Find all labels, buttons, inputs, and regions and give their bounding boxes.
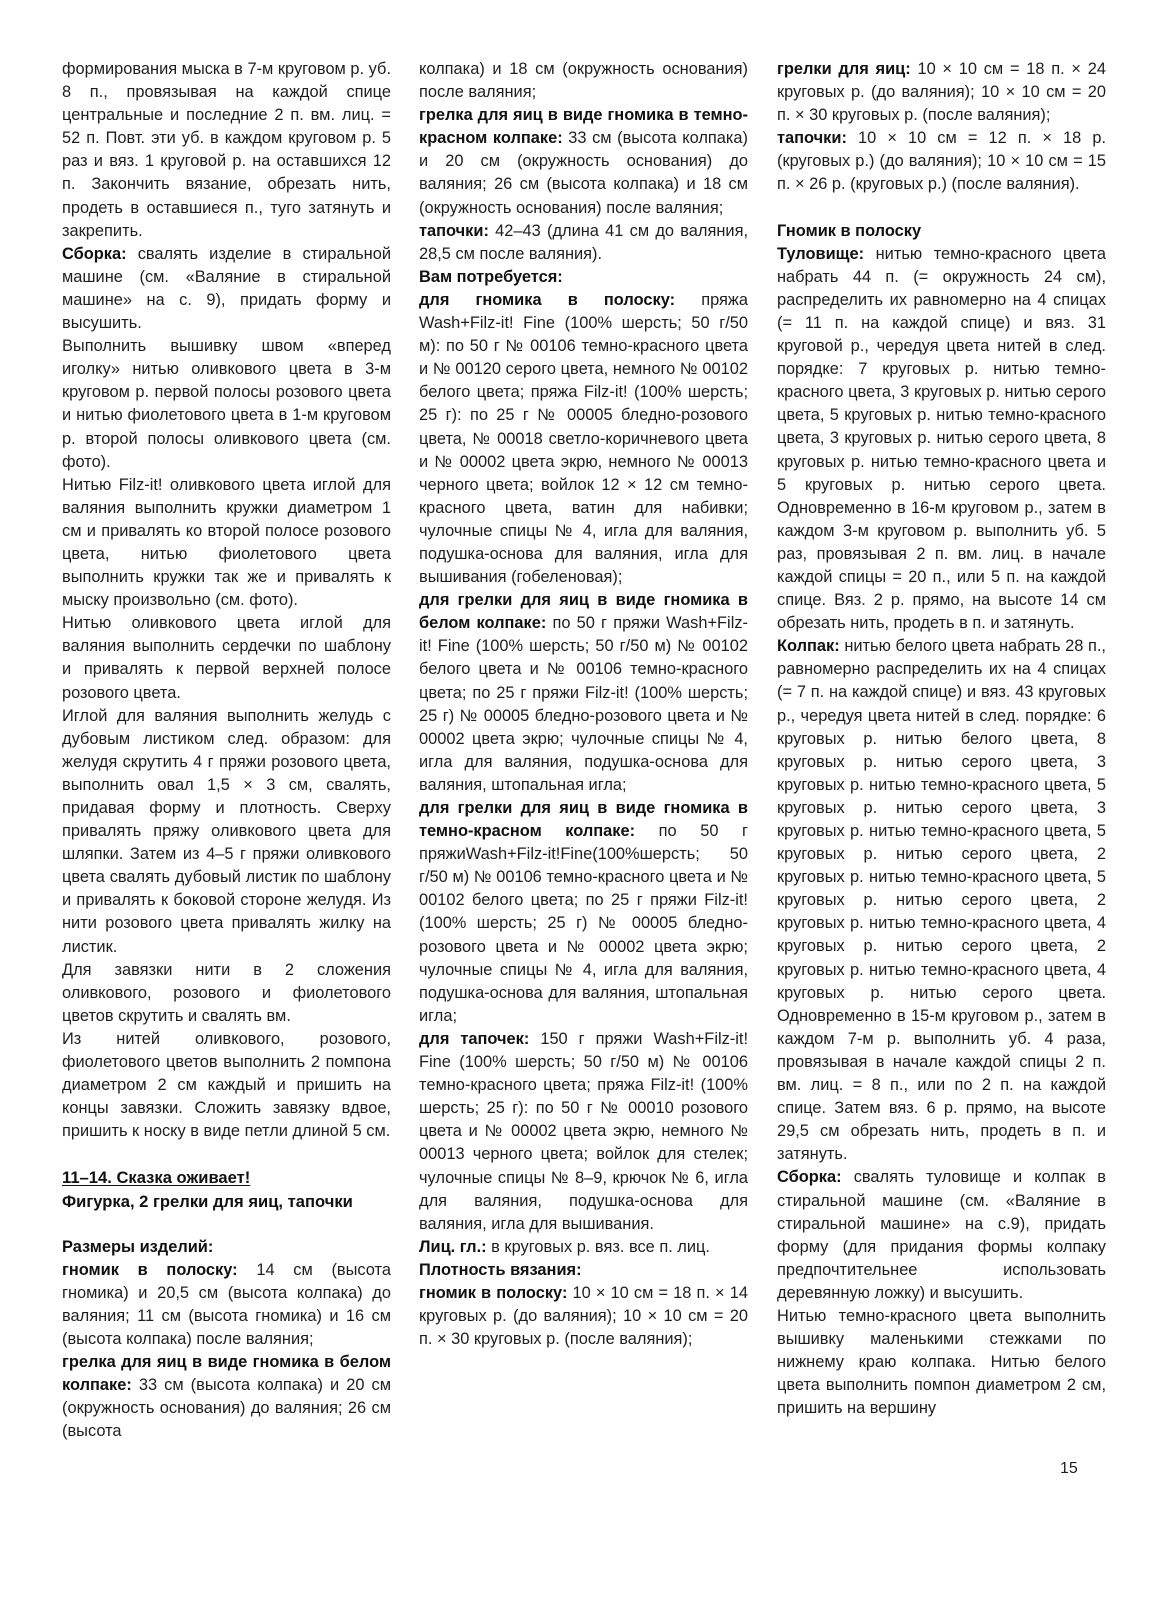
size-text: 14 см (высота гномика) и 20,5 см (высота колпака) до валяния; 11 см (высота гномика) и 16 см (высота колпака) после валяния; xyxy=(62,1260,391,1348)
step-hat xyxy=(777,635,1106,1166)
run-in-label: для грелки для яиц в виде гномика в белом колпаке: xyxy=(419,591,748,633)
paragraph: колпака) и 18 см (окружность основания) после валяния; xyxy=(419,60,748,102)
materials-text: по 50 г пряжиWash+Filz-it!Fine(100%шерсть; 50 г/50 м) № 00106 темно-красного цвета и № 00102 белого цвета; по 25 г пряжи Filz-it! (100% шерсть; 25 г) № 00005 бледно-розового цвета и № 00002 цвета экрю; чулочные спицы № 4, игла для валяния, подушка-основа для валяния, штопальная игла; xyxy=(419,822,748,1025)
run-in-label: грелка для яиц в виде гномика в темно-красном колпаке: xyxy=(419,106,748,148)
text-column-3 xyxy=(777,58,1106,1420)
step-body xyxy=(777,243,1106,636)
step-text: нитью темно-красного цвета набрать 44 п. (= окружность 24 см), распределить их равномерно на 4 спицах (= 11 п. на каждой спице) и вяз. 31 круговой р., чередуя цвета нитей в след. порядке: 7 круговых р. нитью темно-красного цвета, 3 круговых р. нитью серого цвета, 5 круговых р. нитью темно-красного цвета, 3 круговых р. нитью серого цвета, 8 круговых р. нитью темно-красного цвета и 5 круговых р. нитью серого цвета. Одновременно в 16-м круговом р., затем в каждом 3-м круговом р. выполнить уб. 5 раз, провязывая 2 п. вм. лиц. в начале каждой спицы = 20 п., или 5 п. на каждой спице. Вяз. 2 р. прямо, на высоте 14 см обрезать нить, продеть в п. и затянуть. xyxy=(777,244,1106,633)
gauge-heading: Плотность вязания: xyxy=(419,1260,582,1279)
size-entry xyxy=(62,1351,391,1443)
stitch-text: в круговых р. вяз. все п. лиц. xyxy=(486,1237,710,1256)
run-in-label: Туловище: xyxy=(777,244,865,263)
gauge-entry xyxy=(777,127,1106,196)
run-in-label: тапочки: xyxy=(419,221,489,240)
spacer xyxy=(62,1143,391,1166)
size-entry xyxy=(419,104,748,219)
run-in-label: Лиц. гл.: xyxy=(419,1237,487,1256)
run-in-label: Сборка: xyxy=(777,1168,842,1187)
paragraph: Нитью темно-красного цвета выполнить вышивку маленькими стежками по нижнему краю колпака. Нитью белого цвета выполнить помпон диаметром 2 см, пришить на вершину xyxy=(777,1306,1106,1418)
gauge-text: 10 × 10 см = 18 п. × 14 круговых р. (до валяния); 10 × 10 см = 20 п. × 30 круговых р. (после валяния); xyxy=(419,1283,748,1349)
paragraph: Нитью оливкового цвета иглой для валяния выполнить сердечки по шаблону и привалять к первой верхней полосе розового цвета. xyxy=(62,614,391,702)
paragraph: Выполнить вышивку швом «вперед иголку» нитью оливкового цвета в 3-м круговом р. первой полосы розового цвета и нитью фиолетового цвета в 1-м круговом р. второй полосы оливкового цвета (см. фото). xyxy=(62,337,391,471)
section-number-title: 11–14. Сказка оживает! xyxy=(62,1168,251,1188)
gauge-text: 10 × 10 см = 18 п. × 24 круговых р. (до валяния); 10 × 10 см = 20 п. × 30 круговых р. (после валяния); xyxy=(777,60,1106,125)
page-number: 15 xyxy=(1060,1460,1078,1477)
sizes-heading: Размеры изделий: xyxy=(62,1237,214,1256)
run-in-label: гномик в полоску: xyxy=(419,1283,568,1302)
materials-entry xyxy=(419,289,748,589)
run-in-label: тапочки: xyxy=(777,129,847,148)
materials-text: пряжа Wash+Filz-it! Fine (100% шерсть; 50 г/50 м): по 50 г № 00106 темно-красного цвета и № 00120 серого цвета, немного № 00102 белого цвета; пряжа Filz-it! (100% шерсть; 25 г): по 25 г № 00005 бледно-розового цвета, № 00018 светло-коричневого цвета и № 00002 цвета экрю, немного № 00013 черного цвета; войлок 12 × 12 см темно-красного цвета, ватин для набивки; чулочные спицы № 4, игла для валяния, подушка-основа для валяния, игла для вышивания (гобеленовая); xyxy=(419,290,748,587)
step-assembly xyxy=(777,1166,1106,1305)
section-title xyxy=(62,1166,391,1189)
materials-entry xyxy=(419,589,748,797)
paragraph: Нитью Filz-it! оливкового цвета иглой для валяния выполнить кружки диаметром 1 см и привалять ко второй полосе розового цвета, нитью фиолетового цвета выполнить кружки так же и привалять к мыску произвольно (см. фото). xyxy=(62,475,391,610)
gauge-entry xyxy=(419,1282,748,1351)
run-in-label: грелки для яиц: xyxy=(777,60,911,78)
materials-heading: Вам потребуется: xyxy=(419,267,563,286)
text-column-2 xyxy=(419,58,748,1351)
paragraph-assembly xyxy=(62,243,391,335)
size-entry xyxy=(62,1259,391,1351)
paragraph: Иглой для валяния выполнить желудь с дубовым листиком след. образом: для желудя скрутить 4 г пряжи розового цвета, выполнить овал 1,5 × 3 см, свалять, придавая форму и плотность. Сверху привалять пряжу оливкового цвета для шляпки. Затем из 4–5 г пряжи оливкового цвета свалять дубовый листик по шаблону и привалять к боковой стороне желудя. Из нити розового цвета привалять жилку на листик. xyxy=(62,706,391,956)
materials-text: по 50 г пряжи Wash+Filz-it! Fine (100% шерсть; 50 г/50 м) № 00102 белого цвета и № 00106 темно-красного цвета; по 25 г пряжи Filz-it! (100% шерсть; 25 г) № 00005 бледно-розового цвета и № 00002 цвета экрю; чулочные спицы № 4, игла для валяния, подушка-основа для валяния, штопальная игла; xyxy=(419,614,748,794)
materials-entry xyxy=(419,797,748,1028)
run-in-label: для грелки для яиц в виде гномика в темно-красном колпаке: xyxy=(419,799,748,841)
size-text: 33 см (высота колпака) и 20 см (окружность основания) до валяния; 26 см (высота xyxy=(62,1376,391,1441)
materials-entry xyxy=(419,1028,748,1236)
run-in-label: Колпак: xyxy=(777,637,840,656)
step-text: нитью белого цвета набрать 28 п., равномерно распределить их на 4 спицах (= 7 п. на каждой спице) и вяз. 43 круговых р., чередуя цвета нитей в след. порядке: 6 круговых р. нитью белого цвета, 8 круговых р. нитью серого цвета, 3 круговых р. нитью темно-красного цвета, 5 круговых р. нитью серого цвета, 3 круговых р. нитью темно-красного цвета, 5 круговых р. нитью серого цвета, 2 круговых р. нитью темно-красного цвета, 5 круговых р. нитью серого цвета, 2 круговых р. нитью темно-красного цвета, 4 круговых р. нитью серого цвета, 2 круговых р. нитью темно-красного цвета, 4 круговых р. нитью серого цвета. Одновременно в 15-м круговом р., затем в каждом 7-м р. выполнить уб. 4 раза, провязывая в начале каждой спицы 2 п. вм. лиц. = 8 п., или по 2 п. на каждой спице. Затем вяз. 6 р. прямо, на высоте 29,5 см обрезать нить, продеть в п. и затянуть. xyxy=(777,637,1106,1164)
gauge-text: 10 × 10 см = 12 п. × 18 р. (круговых р.) (до валяния); 10 × 10 см = 15 п. × 26 р. (круговых р.) (после валяния). xyxy=(777,129,1106,194)
run-in-label: для гномика в полоску: xyxy=(419,290,676,309)
size-text: 33 см (высота колпака) и 20 см (окружность основания) до валяния; 26 см (высота колпака) и 18 см (окружность основания) после валяния; xyxy=(419,129,748,217)
text-column-1 xyxy=(62,58,391,1443)
section-subtitle: Фигурка, 2 грелки для яиц, тапочки xyxy=(62,1191,353,1211)
spacer xyxy=(62,1213,391,1236)
materials-text: 150 г пряжи Wash+Filz-it! Fine (100% шерсть; 50 г/50 м) № 00106 темно-красного цвета; пряжа Filz-it! (100% шерсть; 25 г): по 50 г № 00010 розового цвета и № 00002 цвета экрю, немного № 00013 черного цвета; войлок для стелек; чулочные спицы № 8–9, крючок № 6, игла для валяния, подушка-основа для валяния, игла для вышивания. xyxy=(419,1029,749,1233)
run-in-label: Сборка: xyxy=(62,244,127,263)
run-in-label: гномик в полоску: xyxy=(62,1260,238,1279)
paragraph: Из нитей оливкового, розового, фиолетового цветов выполнить 2 помпона диаметром 2 см каждый и пришить на концы завязки. Сложить завязку вдвое, пришить к носку в виде петли длиной 5 см. xyxy=(62,1029,391,1141)
spacer xyxy=(777,197,1106,220)
run-in-label: для тапочек: xyxy=(419,1029,530,1048)
paragraph: Для завязки нити в 2 сложения оливкового, розового и фиолетового цветов скрутить и свалять вм. xyxy=(62,960,391,1025)
run-in-label: грелка для яиц в виде гномика в белом колпаке: xyxy=(62,1353,391,1395)
size-entry xyxy=(419,220,748,266)
stitch-entry xyxy=(419,1236,748,1259)
size-text: 42–43 (длина 41 см до валяния, 28,5 см после валяния). xyxy=(419,221,748,263)
step-text: свалять туловище и колпак в стиральной машине (см. «Валяние в стиральной машине» на с.9), придать форму (для придания формы колпаку предпочтительнее использовать деревянную ложку) и высушить. xyxy=(777,1168,1106,1302)
gauge-entry xyxy=(777,58,1106,127)
subsection-title: Гномик в полоску xyxy=(777,221,922,240)
paragraph: формирования мыска в 7-м круговом р. уб. 8 п., провязывая на каждой спице центральные и последние 2 п. вм. лиц. = 52 п. Повт. эти уб. в каждом круговом р. 5 раз и вяз. 1 круговой р. на оставшихся 12 п. Закончить вязание, обрезать нить, продеть в оставшиеся п., туго затянуть и закрепить. xyxy=(62,60,391,240)
paragraph-text: свалять изделие в стиральной машине (см. «Валяние в стиральной машине» на с. 9), придать форму и высушить. xyxy=(62,244,391,333)
